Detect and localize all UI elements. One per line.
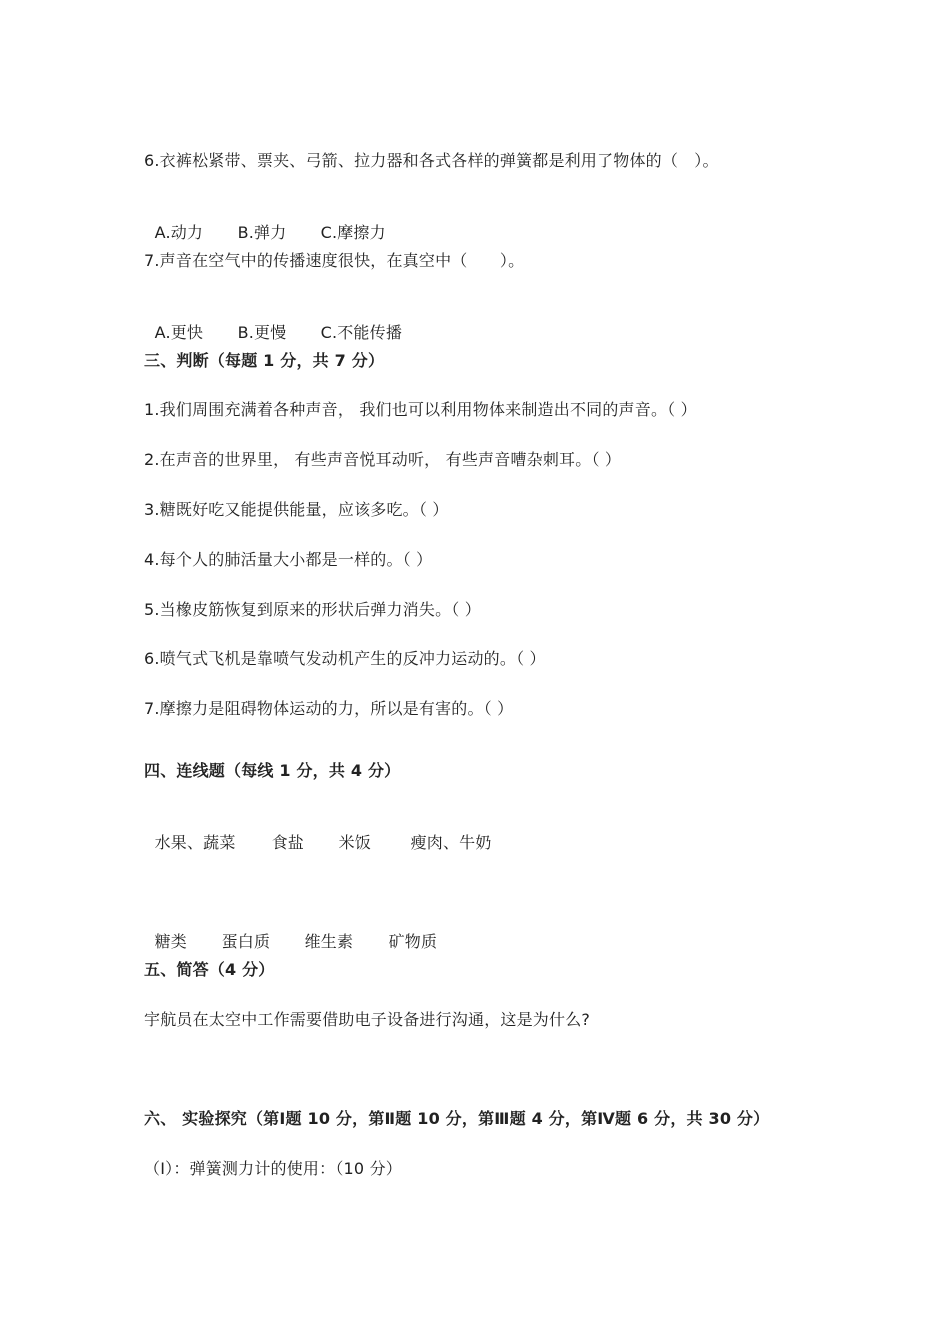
matching-item: 食盐 <box>271 833 304 852</box>
question-7-text: 7.声音在空气中的传播速度很快，在真空中（ ）。 <box>144 251 525 270</box>
matching-item: 糖类 <box>154 932 187 951</box>
question-6-options <box>144 200 386 244</box>
matching-bottom-row <box>144 909 437 953</box>
option-c: C.不能传播 <box>320 323 403 342</box>
section-5-heading: 五、简答（4 分） <box>144 960 275 979</box>
option-a: A.动力 <box>154 223 204 242</box>
matching-item: 蛋白质 <box>221 932 271 951</box>
experiment-sub-1: （Ⅰ）：弹簧测力计的使用：（10 分） <box>144 1159 402 1178</box>
judgement-item: 5.当橡皮筋恢复到原来的形状后弹力消失。（ ） <box>144 600 481 619</box>
option-c: C.摩擦力 <box>320 223 386 242</box>
option-b: B.弹力 <box>237 223 287 242</box>
matching-top-row <box>144 810 492 854</box>
judgement-item: 1.我们周围充满着各种声音， 我们也可以利用物体来制造出不同的声音。（ ） <box>144 400 697 419</box>
short-answer-question: 宇航员在太空中工作需要借助电子设备进行沟通，这是为什么? <box>144 1010 591 1029</box>
matching-item: 矿物质 <box>388 932 438 951</box>
question-7-options <box>144 300 402 344</box>
judgement-item: 4.每个人的肺活量大小都是一样的。（ ） <box>144 550 433 569</box>
section-6-heading: 六、 实验探究（第Ⅰ题 10 分，第Ⅱ题 10 分，第Ⅲ题 4 分，第Ⅳ题 6 分，共 30 分） <box>144 1109 770 1128</box>
matching-item: 水果、蔬菜 <box>154 833 236 852</box>
judgement-item: 3.糖既好吃又能提供能量，应该多吃。（ ） <box>144 500 449 519</box>
judgement-item: 7.摩擦力是阻碍物体运动的力，所以是有害的。（ ） <box>144 699 514 718</box>
option-a: A.更快 <box>154 323 204 342</box>
option-b: B.更慢 <box>237 323 287 342</box>
matching-item: 维生素 <box>304 932 354 951</box>
judgement-item: 2.在声音的世界里， 有些声音悦耳动听， 有些声音嘈杂刺耳。（ ） <box>144 450 622 469</box>
section-4-heading: 四、连线题（每线 1 分，共 4 分） <box>144 761 401 780</box>
matching-item: 米饭 <box>338 833 371 852</box>
section-3-heading: 三、判断（每题 1 分，共 7 分） <box>144 351 385 370</box>
matching-item: 瘦肉、牛奶 <box>410 833 492 852</box>
judgement-item: 6.喷气式飞机是靠喷气发动机产生的反冲力运动的。（ ） <box>144 649 546 668</box>
question-6-text: 6.衣裤松紧带、票夹、弓箭、拉力器和各式各样的弹簧都是利用了物体的（ ）。 <box>144 151 719 170</box>
